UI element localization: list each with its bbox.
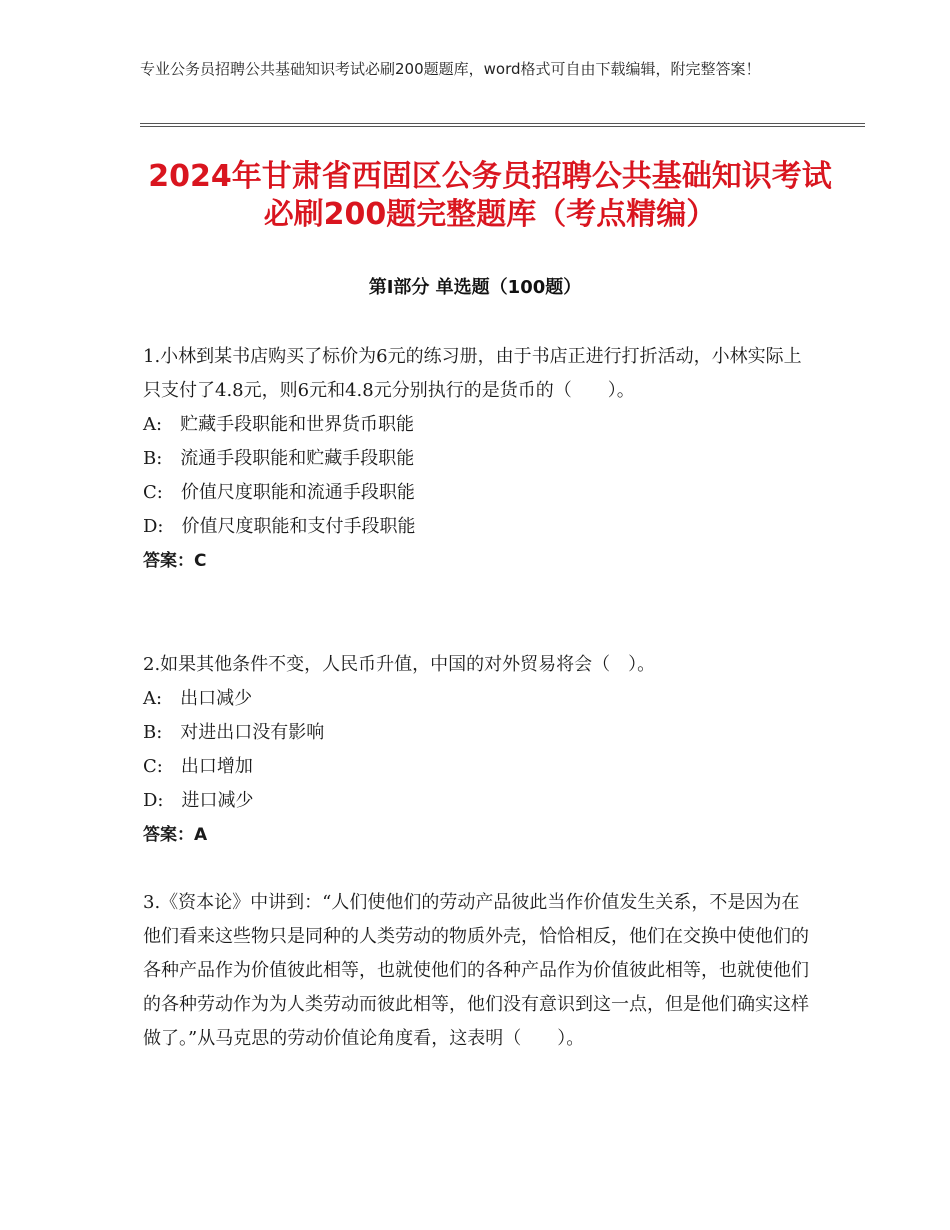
answer: 答案：C (143, 551, 207, 571)
option-a: A: 贮藏手段职能和世界货币职能 (143, 414, 415, 435)
option-b: B: 对进出口没有影响 (143, 722, 325, 743)
question-2 (143, 648, 813, 852)
answer: 答案：A (143, 825, 208, 845)
document-title: 2024年甘肃省西固区公务员招聘公共基础知识考试必刷200题完整题库（考点精编） (148, 159, 832, 232)
header-divider (140, 123, 865, 124)
option-d: D: 进口减少 (143, 790, 254, 811)
option-a: A: 出口减少 (143, 688, 253, 709)
question-3 (143, 886, 813, 1056)
question-text: 1.小林到某书店购买了标价为6元的练习册，由于书店正进行打折活动，小林实际上只支付了4.8元，则6元和4.8元分别执行的是货币的（ ）。 (143, 346, 802, 401)
option-c: C: 出口增加 (143, 756, 253, 777)
header-divider-secondary (140, 126, 865, 127)
option-d: D: 价值尺度职能和支付手段职能 (143, 516, 416, 537)
header-note: 专业公务员招聘公共基础知识考试必刷200题题库，word格式可自由下载编辑，附完整答案！ (140, 60, 761, 78)
question-text: 2.如果其他条件不变，人民币升值，中国的对外贸易将会（ ）。 (143, 654, 656, 675)
section-title: 第Ⅰ部分 单选题（100题） (368, 277, 582, 298)
option-c: C: 价值尺度职能和流通手段职能 (143, 482, 415, 503)
question-1 (143, 340, 813, 578)
option-b: B: 流通手段职能和贮藏手段职能 (143, 448, 415, 469)
question-text: 3.《资本论》中讲到：“人们使他们的劳动产品彼此当作价值发生关系，不是因为在他们看来这些物只是同种的人类劳动的物质外壳，恰恰相反，他们在交换中使他们的各种产品作为价值彼此相等，也就使他们的各种产品作为价值彼此相等，也就使他们的各种劳动作为为人类劳动而彼此相等，他们没有意识到这一点，但是他们确实这样做了。”从马克思的劳动价值论角度看，这表明（ ）。 (143, 892, 809, 1049)
